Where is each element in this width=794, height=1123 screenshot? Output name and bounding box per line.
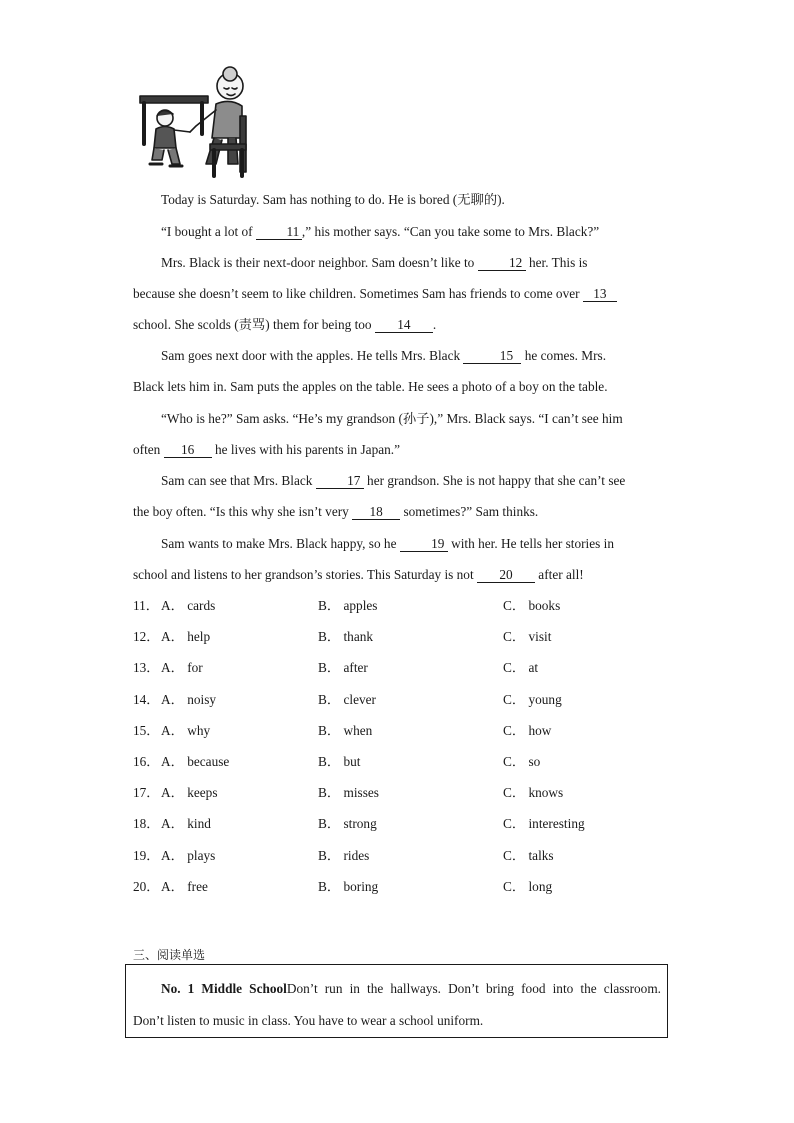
option-a[interactable]: A． for xyxy=(161,660,203,676)
option-row xyxy=(133,720,673,751)
option-a[interactable]: A． keeps xyxy=(161,785,218,801)
section-title: 三、阅读单选 xyxy=(133,948,206,962)
question-number: 16． xyxy=(133,753,160,769)
question-number: 12． xyxy=(133,629,160,645)
option-b[interactable]: B． apples xyxy=(318,598,378,613)
question-number: 18． xyxy=(133,816,160,832)
blank-15[interactable]: 15 xyxy=(463,349,521,364)
option-b[interactable]: B． misses xyxy=(318,785,379,801)
passage-text: Sam wants to make Mrs. Black happy, so he xyxy=(161,536,400,551)
blank-12[interactable]: 12 xyxy=(478,256,526,271)
passage-text: school and listens to her grandson’s stories. This Saturday is not xyxy=(133,567,477,583)
passage-text: after all! xyxy=(534,567,584,583)
school-rules-box xyxy=(125,964,668,1038)
option-row xyxy=(133,876,673,907)
passage-line xyxy=(133,278,661,309)
passage-text: with her. He tells her stories in xyxy=(447,536,614,551)
passage-text: because she doesn’t seem to like children. Sometimes Sam has friends to come over xyxy=(133,286,583,302)
option-c[interactable]: C． at xyxy=(503,660,539,676)
answer-options xyxy=(133,595,673,907)
grandmother-and-boy-illustration xyxy=(132,64,256,180)
option-a[interactable]: A． free xyxy=(161,878,208,894)
option-b[interactable]: B． but xyxy=(318,753,361,769)
blank-17[interactable]: 17 xyxy=(316,474,364,489)
option-c[interactable]: C． young xyxy=(503,691,562,707)
question-number: 20． xyxy=(133,878,160,894)
passage-text: her grandson. She is not happy that she can’t see xyxy=(363,473,626,488)
passage-paragraph-5 xyxy=(133,403,661,465)
blank-19[interactable]: 19 xyxy=(400,537,448,552)
option-c[interactable]: C． knows xyxy=(503,785,564,801)
passage-line xyxy=(133,528,661,559)
school-rules-text xyxy=(133,973,661,1037)
passage-paragraph-4 xyxy=(133,340,661,402)
passage-text: he comes. Mrs. xyxy=(521,348,607,363)
question-number: 19． xyxy=(133,847,160,863)
option-b[interactable]: B． thank xyxy=(318,629,374,645)
option-a[interactable]: A． plays xyxy=(161,847,216,863)
passage-line xyxy=(133,216,661,247)
option-c[interactable]: C． so xyxy=(503,753,541,769)
blank-18[interactable]: 18 xyxy=(352,505,400,520)
option-b[interactable]: B． rides xyxy=(318,847,370,863)
passage-line xyxy=(133,340,661,371)
passage-text: ,” his mother says. “Can you take some to Mrs. Black?” xyxy=(301,224,600,239)
passage-text: Black lets him in. Sam puts the apples on the table. He sees a photo of a boy on the table. xyxy=(133,379,608,395)
passage-paragraph-2 xyxy=(133,216,661,247)
option-row xyxy=(133,689,673,720)
passage-text: sometimes?” Sam thinks. xyxy=(400,504,539,520)
passage-text: school. She scolds (责骂) them for being too xyxy=(133,317,375,333)
question-number: 15． xyxy=(133,722,160,738)
question-number: 11． xyxy=(133,598,160,613)
option-b[interactable]: B． when xyxy=(318,722,373,738)
option-a[interactable]: A． help xyxy=(161,629,211,645)
question-number: 13． xyxy=(133,660,160,676)
passage-text: Mrs. Black is their next-door neighbor. Sam doesn’t like to xyxy=(161,255,478,270)
option-a[interactable]: A． why xyxy=(161,722,211,738)
rules-line xyxy=(133,973,661,1005)
passage-text: her. This is xyxy=(525,255,588,270)
passage-text: “Who is he?” Sam asks. “He’s my grandson (孙子),” Mrs. Black says. “I can’t see him xyxy=(161,411,623,426)
blank-13[interactable]: 13 xyxy=(583,287,617,302)
passage-line xyxy=(133,434,661,465)
option-b[interactable]: B． strong xyxy=(318,816,377,832)
option-row xyxy=(133,657,673,688)
option-c[interactable]: C． visit xyxy=(503,629,552,645)
passage-text: he lives with his parents in Japan.” xyxy=(211,442,400,458)
passage-line xyxy=(133,559,661,590)
option-a[interactable]: A． because xyxy=(161,753,230,769)
blank-11[interactable]: 11 xyxy=(256,225,302,240)
option-b[interactable]: B． boring xyxy=(318,878,379,894)
passage-line xyxy=(133,309,661,340)
blank-16[interactable]: 16 xyxy=(164,443,212,458)
option-row xyxy=(133,595,673,626)
option-row xyxy=(133,626,673,657)
question-number: 17． xyxy=(133,785,160,801)
rules-text: Don’t listen to music in class. You have to wear a school uniform. xyxy=(133,1013,484,1028)
option-b[interactable]: B． clever xyxy=(318,691,376,707)
option-row xyxy=(133,782,673,813)
option-a[interactable]: A． cards xyxy=(161,598,216,613)
option-c[interactable]: C． long xyxy=(503,878,553,894)
option-b[interactable]: B． after xyxy=(318,660,368,676)
question-number: 14． xyxy=(133,691,160,707)
passage-paragraph-6 xyxy=(133,465,661,527)
passage-line xyxy=(133,496,661,527)
blank-14[interactable]: 14 xyxy=(375,318,433,333)
passage-text: often xyxy=(133,442,164,458)
passage-line xyxy=(133,465,661,496)
passage-text: . xyxy=(432,317,437,333)
option-c[interactable]: C． interesting xyxy=(503,816,585,832)
option-c[interactable]: C． talks xyxy=(503,847,554,863)
passage-paragraph-1 xyxy=(133,184,661,215)
option-a[interactable]: A． noisy xyxy=(161,691,217,707)
passage-text: the boy often. “Is this why she isn’t very xyxy=(133,504,353,520)
school-name: No. 1 Middle School xyxy=(161,981,287,996)
passage-line xyxy=(133,247,661,278)
option-row xyxy=(133,845,673,876)
blank-20[interactable]: 20 xyxy=(477,568,535,583)
rules-text: Don’t run in the hallways. Don’t bring food into the classroom. xyxy=(286,981,661,996)
passage-paragraph-7 xyxy=(133,528,661,590)
option-c[interactable]: C． how xyxy=(503,722,552,738)
passage-text: “I bought a lot of xyxy=(161,224,256,239)
passage-text: Today is Saturday. Sam has nothing to do. He is bored (无聊的). xyxy=(161,192,505,207)
option-row xyxy=(133,813,673,844)
option-row xyxy=(133,751,673,782)
passage-text: Sam can see that Mrs. Black xyxy=(161,473,316,488)
option-a[interactable]: A． kind xyxy=(161,816,211,832)
passage-paragraph-3 xyxy=(133,247,661,341)
passage-text: Sam goes next door with the apples. He tells Mrs. Black xyxy=(161,348,464,363)
option-c[interactable]: C． books xyxy=(503,598,561,613)
